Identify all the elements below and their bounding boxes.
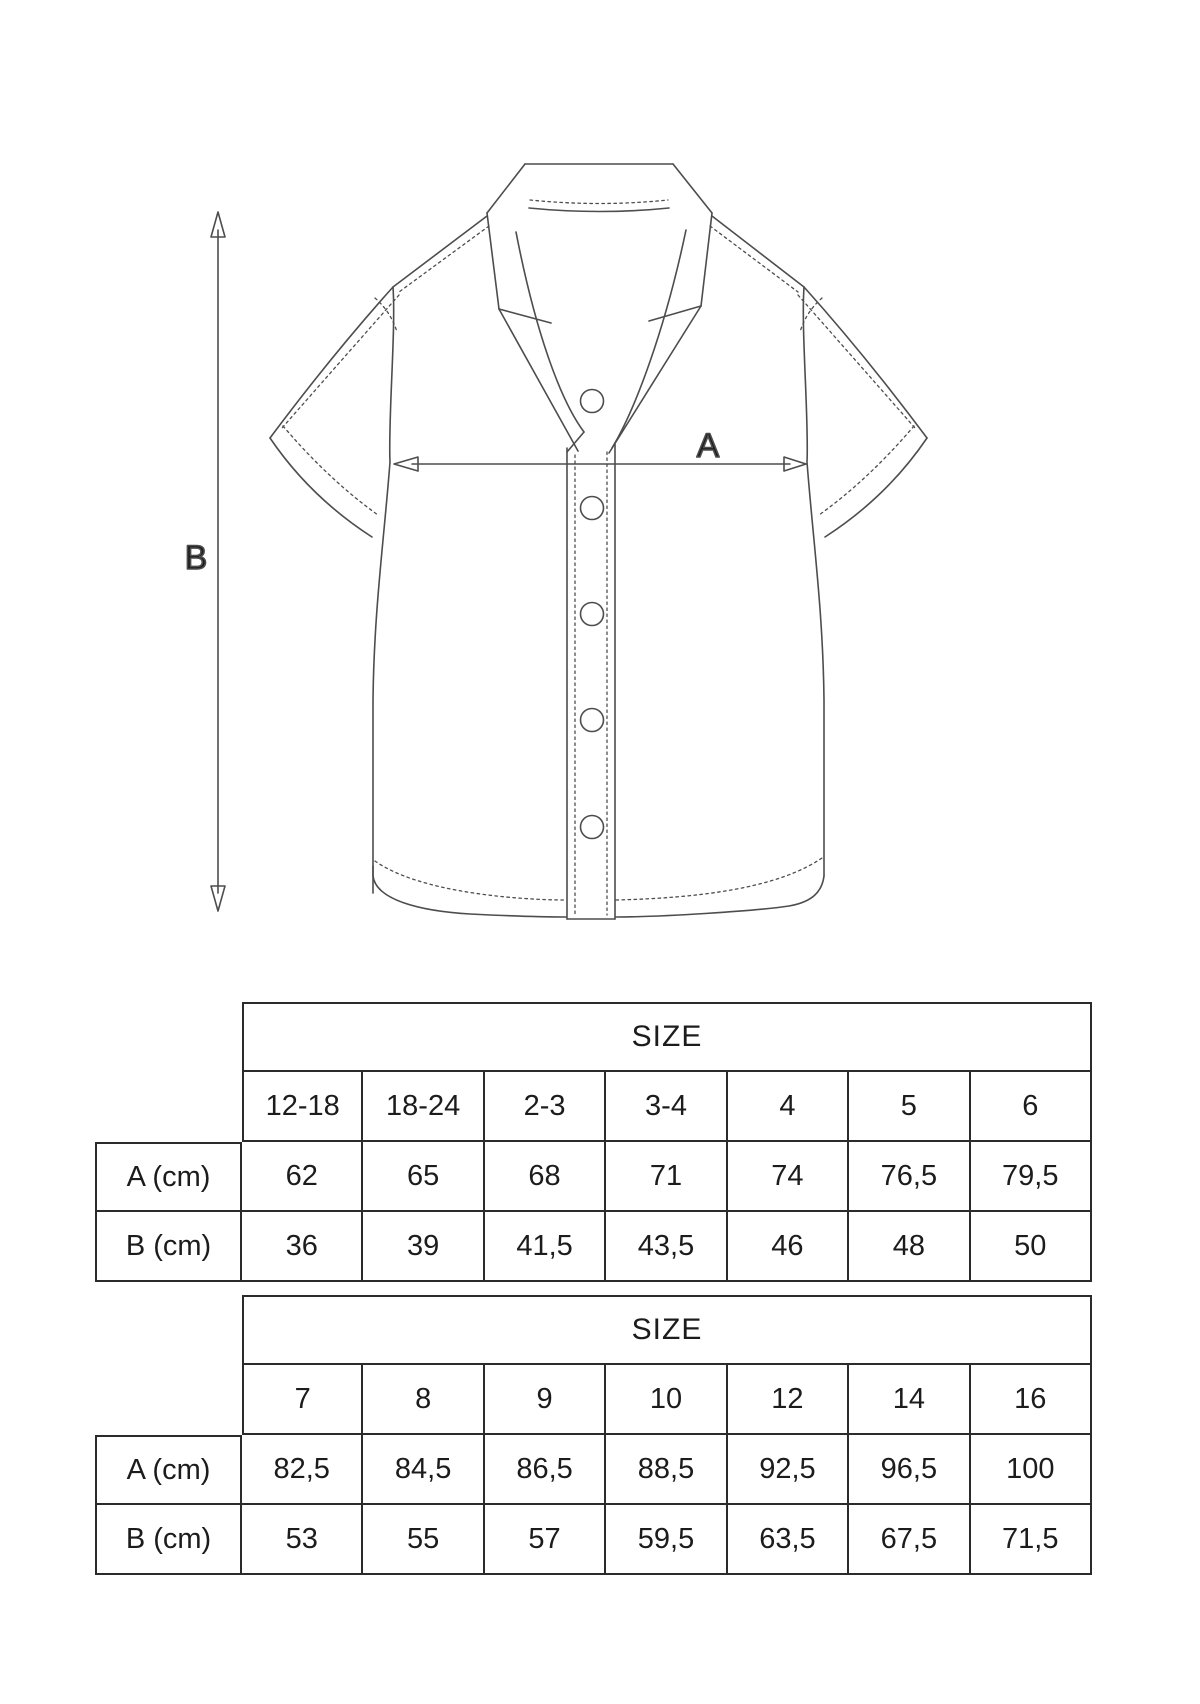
width-label: A (696, 427, 720, 465)
value-cell: 82,5 (242, 1435, 363, 1505)
value-cell: 48 (849, 1212, 970, 1282)
value-cell: 100 (971, 1435, 1092, 1505)
value-cell: 79,5 (971, 1142, 1092, 1212)
size-table-2 (95, 1295, 1092, 1575)
value-cell: 65 (363, 1142, 484, 1212)
size-cell: 7 (242, 1365, 363, 1435)
width-arrow (394, 457, 806, 471)
size-cell: 12-18 (242, 1072, 363, 1142)
right-sleeve (798, 287, 927, 537)
value-cell: 71 (606, 1142, 727, 1212)
value-cell: 39 (363, 1212, 484, 1282)
value-cell: 53 (242, 1505, 363, 1575)
value-cell: 76,5 (849, 1142, 970, 1212)
collar (487, 164, 712, 323)
value-cell: 55 (363, 1505, 484, 1575)
size-table-1 (95, 1002, 1092, 1282)
value-cell: 96,5 (849, 1435, 970, 1505)
value-cell: 36 (242, 1212, 363, 1282)
value-cell: 43,5 (606, 1212, 727, 1282)
value-cell: 46 (728, 1212, 849, 1282)
value-cell: 84,5 (363, 1435, 484, 1505)
table-spacer (95, 1002, 242, 1072)
size-cell: 4 (728, 1072, 849, 1142)
value-cell: 41,5 (485, 1212, 606, 1282)
button-icon (581, 603, 604, 626)
table-spacer (95, 1072, 242, 1142)
value-cell: 68 (485, 1142, 606, 1212)
row-label: A (cm) (95, 1435, 242, 1505)
size-cell: 3-4 (606, 1072, 727, 1142)
value-cell: 59,5 (606, 1505, 727, 1575)
size-cell: 2-3 (485, 1072, 606, 1142)
placket (567, 444, 615, 919)
value-cell: 92,5 (728, 1435, 849, 1505)
table-header: SIZE (242, 1002, 1092, 1072)
value-cell: 57 (485, 1505, 606, 1575)
shirt-body (373, 287, 824, 917)
row-label: A (cm) (95, 1142, 242, 1212)
size-cell: 5 (849, 1072, 970, 1142)
shoulder-seams (393, 216, 804, 292)
size-cell: 6 (971, 1072, 1092, 1142)
value-cell: 88,5 (606, 1435, 727, 1505)
table-spacer (95, 1365, 242, 1435)
table-header: SIZE (242, 1295, 1092, 1365)
size-cell: 10 (606, 1365, 727, 1435)
length-label: B (184, 539, 208, 577)
button-icon (581, 390, 604, 413)
lapels (499, 230, 701, 453)
button-icon (581, 497, 604, 520)
size-cell: 16 (971, 1365, 1092, 1435)
row-label: B (cm) (95, 1505, 242, 1575)
value-cell: 63,5 (728, 1505, 849, 1575)
size-cell: 9 (485, 1365, 606, 1435)
value-cell: 86,5 (485, 1435, 606, 1505)
row-label: B (cm) (95, 1212, 242, 1282)
buttons (581, 390, 604, 839)
size-cell: 14 (849, 1365, 970, 1435)
value-cell: 71,5 (971, 1505, 1092, 1575)
value-cell: 62 (242, 1142, 363, 1212)
table-spacer (95, 1295, 242, 1365)
size-cell: 8 (363, 1365, 484, 1435)
button-icon (581, 709, 604, 732)
value-cell: 67,5 (849, 1505, 970, 1575)
value-cell: 50 (971, 1212, 1092, 1282)
left-sleeve (270, 287, 399, 537)
value-cell: 74 (728, 1142, 849, 1212)
button-icon (581, 816, 604, 839)
size-cell: 18-24 (363, 1072, 484, 1142)
size-cell: 12 (728, 1365, 849, 1435)
length-arrow (211, 212, 225, 911)
